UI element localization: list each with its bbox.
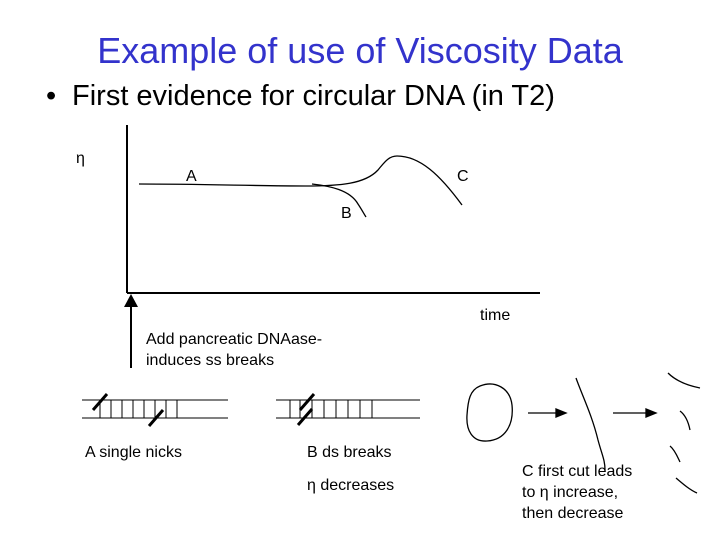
panel-c-line-3: then decrease — [522, 505, 624, 522]
fragment-1 — [668, 373, 700, 388]
panel-b-dna-diagram — [276, 394, 420, 425]
x-axis-label: time — [480, 307, 511, 324]
annotation-line-2: induces ss breaks — [146, 352, 275, 369]
slide-title: Example of use of Viscosity Data — [97, 30, 623, 71]
annotation — [146, 329, 322, 371]
panel-a-caption: A single nicks — [85, 444, 182, 461]
annotation-line-1: Add pancreatic DNAase- — [146, 331, 323, 348]
point-label-a: A — [186, 168, 197, 185]
panel-c-line-2: to η increase, — [522, 484, 619, 501]
panel-b-subcaption: η decreases — [307, 477, 395, 494]
up-arrow — [124, 294, 138, 368]
bullet-symbol: • — [46, 80, 57, 112]
fragment-3 — [670, 446, 680, 462]
linear-strand-long — [576, 378, 605, 470]
fragment-2 — [680, 411, 690, 430]
panel-b-caption: B ds breaks — [307, 444, 392, 461]
y-axis-label: η — [76, 150, 85, 167]
fragment-4 — [676, 478, 697, 493]
circular-dna — [467, 384, 512, 441]
panel-c-line-1: C first cut leads — [522, 463, 633, 480]
right-arrow-1 — [528, 409, 566, 417]
bullet-text: First evidence for circular DNA (in T2) — [72, 80, 555, 112]
curve-b — [312, 184, 366, 217]
panel-a-dna-diagram — [82, 394, 228, 426]
viscosity-graph — [127, 125, 540, 293]
point-label-c: C — [457, 168, 469, 185]
point-label-b: B — [341, 205, 352, 222]
right-arrow-2 — [613, 409, 656, 417]
panel-c-caption — [522, 461, 632, 524]
